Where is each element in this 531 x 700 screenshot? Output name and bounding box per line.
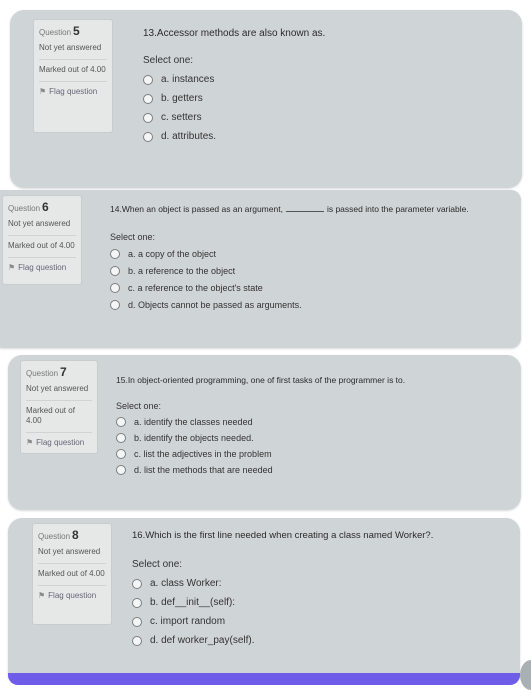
answer-option-b[interactable] [116, 433, 405, 443]
question-number: 5 [73, 24, 80, 38]
option-label: b. a reference to the object [128, 266, 236, 276]
option-label: a. a copy of the object [128, 249, 217, 259]
question-text: 13.Accessor methods are also known as. [143, 28, 326, 39]
radio-button[interactable] [116, 417, 126, 427]
radio-button[interactable] [116, 449, 126, 459]
divider [26, 400, 92, 401]
answer-option-d[interactable] [110, 300, 469, 310]
question-content-8 [132, 530, 433, 646]
option-label: b. identify the objects needed. [134, 433, 254, 443]
question-label: Question [8, 204, 41, 213]
flag-question-label: Flag question [48, 591, 97, 600]
answer-option-c[interactable] [110, 283, 469, 293]
question-text: 15.In object-oriented programming, one of first tasks of the programmer is to. [116, 375, 406, 385]
radio-button[interactable] [110, 283, 120, 293]
select-one-label: Select one: [143, 55, 194, 66]
question-text-end: is passed into the parameter variable. [326, 204, 469, 214]
question-text [110, 204, 469, 214]
question-content-7 [116, 375, 405, 475]
radio-button[interactable] [143, 113, 153, 123]
option-label: a. instances [161, 74, 215, 85]
radio-button[interactable] [132, 636, 142, 646]
select-one-label: Select one: [116, 401, 162, 411]
flag-icon: ⚑ [26, 438, 34, 447]
divider [38, 585, 106, 586]
flag-question-label: Flag question [36, 438, 85, 447]
flag-question-link[interactable] [26, 438, 92, 447]
scroll-handle[interactable] [520, 660, 531, 690]
divider [26, 432, 92, 433]
flag-icon: ⚑ [39, 87, 47, 96]
divider [38, 563, 106, 564]
question-content-5 [143, 28, 325, 142]
answer-option-b[interactable] [132, 597, 433, 608]
radio-button[interactable] [116, 433, 126, 443]
radio-button[interactable] [143, 132, 153, 142]
option-label: b. def__init__(self): [150, 597, 236, 608]
option-label: a. identify the classes needed [134, 417, 253, 427]
question-card-7 [8, 355, 521, 510]
option-label: a. class Worker: [150, 578, 222, 589]
option-label: d. list the methods that are needed [134, 465, 273, 475]
question-text-start: 14.When an object is passed as an argument, [110, 204, 283, 214]
answer-option-c[interactable] [143, 112, 325, 123]
divider [8, 257, 76, 258]
answer-option-d[interactable] [143, 131, 325, 142]
radio-button[interactable] [132, 617, 142, 627]
question-card-5 [10, 10, 522, 188]
radio-button[interactable] [143, 75, 153, 85]
radio-button[interactable] [132, 579, 142, 589]
select-one-label: Select one: [110, 232, 156, 242]
divider [39, 59, 107, 60]
question-info-7 [20, 360, 98, 454]
option-label: d. def worker_pay(self). [150, 635, 255, 646]
question-card-6 [0, 190, 521, 348]
question-info-8 [32, 523, 112, 625]
question-number: 8 [72, 528, 79, 542]
answer-option-b[interactable] [143, 93, 325, 104]
question-status: Not yet answered [39, 43, 102, 52]
select-one-label: Select one: [132, 559, 183, 570]
question-content-6 [110, 204, 469, 310]
question-status: Not yet answered [8, 219, 71, 228]
radio-button[interactable] [132, 598, 142, 608]
flag-question-link[interactable] [8, 263, 76, 272]
option-label: d. attributes. [161, 131, 217, 142]
question-number: 6 [42, 200, 49, 214]
question-status: Not yet answered [26, 384, 89, 393]
question-marks: Marked out of 4.00 [26, 406, 75, 425]
option-label: c. a reference to the object's state [128, 283, 263, 293]
radio-button[interactable] [110, 300, 120, 310]
flag-icon: ⚑ [8, 263, 16, 272]
bottom-accent-bar [8, 673, 520, 685]
question-label: Question [26, 369, 59, 378]
question-card-8 [8, 518, 520, 678]
flag-question-label: Flag question [49, 87, 98, 96]
question-label: Question [38, 532, 71, 541]
radio-button[interactable] [110, 266, 120, 276]
divider [39, 81, 107, 82]
answer-blank [286, 211, 324, 212]
question-info-6 [2, 195, 82, 285]
radio-button[interactable] [110, 249, 120, 259]
answer-option-c[interactable] [116, 449, 405, 459]
flag-icon: ⚑ [38, 591, 46, 600]
option-label: c. import random [150, 616, 226, 627]
answer-option-d[interactable] [132, 635, 433, 646]
answer-option-b[interactable] [110, 266, 469, 276]
question-status: Not yet answered [38, 547, 101, 556]
answer-option-a[interactable] [132, 578, 433, 589]
option-label: c. list the adjectives in the problem [134, 449, 272, 459]
flag-question-label: Flag question [18, 263, 67, 272]
radio-button[interactable] [116, 465, 126, 475]
flag-question-link[interactable] [39, 87, 107, 96]
question-marks: Marked out of 4.00 [39, 65, 106, 74]
question-label: Question [39, 28, 72, 37]
answer-option-a[interactable] [116, 417, 405, 427]
answer-option-a[interactable] [143, 74, 325, 85]
answer-option-d[interactable] [116, 465, 405, 475]
option-label: d. Objects cannot be passed as arguments. [128, 300, 302, 310]
radio-button[interactable] [143, 94, 153, 104]
option-label: b. getters [161, 93, 203, 104]
answer-option-a[interactable] [110, 249, 469, 259]
question-marks: Marked out of 4.00 [38, 569, 105, 578]
question-text: 16.Which is the first line needed when creating a class named Worker?. [132, 530, 434, 541]
divider [8, 235, 76, 236]
question-marks: Marked out of 4.00 [8, 241, 75, 250]
question-info-5 [33, 19, 113, 133]
flag-question-link[interactable] [38, 591, 106, 600]
answer-option-c[interactable] [132, 616, 433, 627]
question-number: 7 [60, 365, 67, 379]
option-label: c. setters [161, 112, 202, 123]
